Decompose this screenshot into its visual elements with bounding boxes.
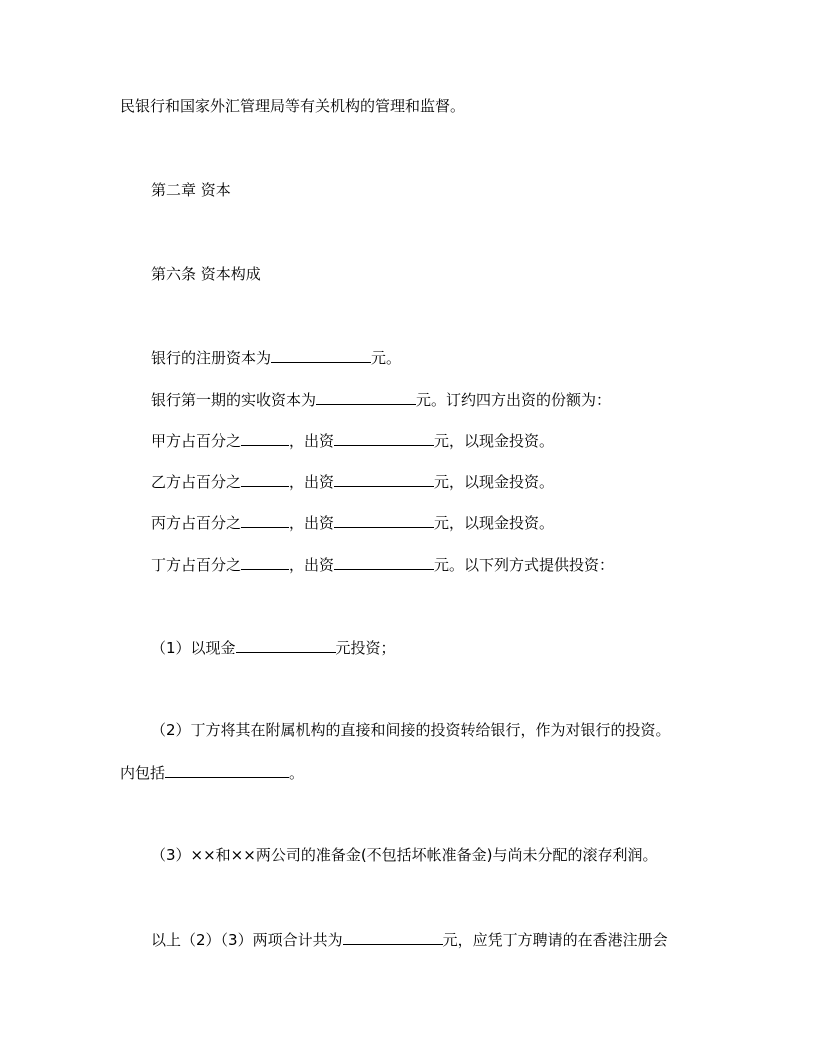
text-segment: 元，以现金投资。 — [434, 514, 555, 532]
fill-blank — [334, 554, 434, 570]
text-segment: 元。 — [371, 349, 402, 367]
fill-blank — [334, 512, 434, 528]
text-segment: 元，应凭丁方聘请的在香港注册会 — [442, 931, 668, 949]
fill-blank — [236, 637, 336, 653]
item-2-line — [151, 720, 671, 740]
article-heading — [151, 264, 261, 284]
fill-blank — [343, 929, 443, 945]
text-segment: 丙方占百分之 — [151, 514, 242, 532]
text-segment: 银行的注册资本为 — [151, 349, 272, 367]
text-segment: （2）丁方将其在附属机构的直接和间接的投资转给银行，作为对银行的投资。 — [151, 721, 671, 739]
paragraph-text: 民银行和国家外汇管理局等有关机构的管理和监督。 — [120, 97, 466, 115]
text-segment: 元，以现金投资。 — [434, 473, 555, 491]
text-segment: 元，以现金投资。 — [434, 432, 555, 450]
text-segment: ，出资 — [289, 556, 335, 574]
text-segment: 元。订约四方出资的份额为： — [416, 391, 612, 409]
text-segment: 元投资； — [335, 639, 396, 657]
fill-blank — [241, 471, 289, 487]
text-segment: 以上（2）（3）两项合计共为 — [151, 931, 343, 949]
fill-blank — [334, 430, 434, 446]
party-c-line — [151, 512, 554, 533]
item-2-continuation — [120, 762, 304, 783]
text-segment: 乙方占百分之 — [151, 473, 242, 491]
article-title: 第六条 资本构成 — [151, 265, 261, 283]
party-d-line — [151, 554, 614, 575]
party-a-line — [151, 430, 554, 451]
fill-blank — [271, 347, 371, 363]
text-segment: （3）××和××两公司的准备金(不包括坏帐准备金)与尚未分配的滚存利润。 — [151, 846, 658, 864]
item-1-line — [151, 637, 396, 658]
text-segment: 元。以下列方式提供投资： — [434, 556, 615, 574]
fill-blank — [316, 389, 416, 405]
text-segment: ，出资 — [289, 473, 335, 491]
chapter-heading — [151, 180, 231, 200]
fill-blank — [165, 762, 289, 778]
text-segment: ，出资 — [289, 432, 335, 450]
fill-blank — [241, 512, 289, 528]
party-b-line — [151, 471, 554, 492]
text-segment: 丁方占百分之 — [151, 556, 242, 574]
text-segment: 甲方占百分之 — [151, 432, 242, 450]
text-segment: 银行第一期的实收资本为 — [151, 391, 317, 409]
text-segment: 内包括 — [120, 764, 166, 782]
fill-blank — [334, 471, 434, 487]
fill-blank — [241, 554, 289, 570]
chapter-title: 第二章 资本 — [151, 181, 231, 199]
fill-blank — [241, 430, 289, 446]
registered-capital-line — [151, 347, 401, 368]
text-segment: （1）以现金 — [151, 639, 236, 657]
paid-in-capital-line — [151, 389, 611, 410]
paragraph-supervision — [120, 96, 465, 116]
text-segment: ，出资 — [289, 514, 335, 532]
text-segment: 。 — [289, 764, 305, 782]
total-line — [151, 929, 668, 950]
item-3-line — [151, 845, 658, 865]
